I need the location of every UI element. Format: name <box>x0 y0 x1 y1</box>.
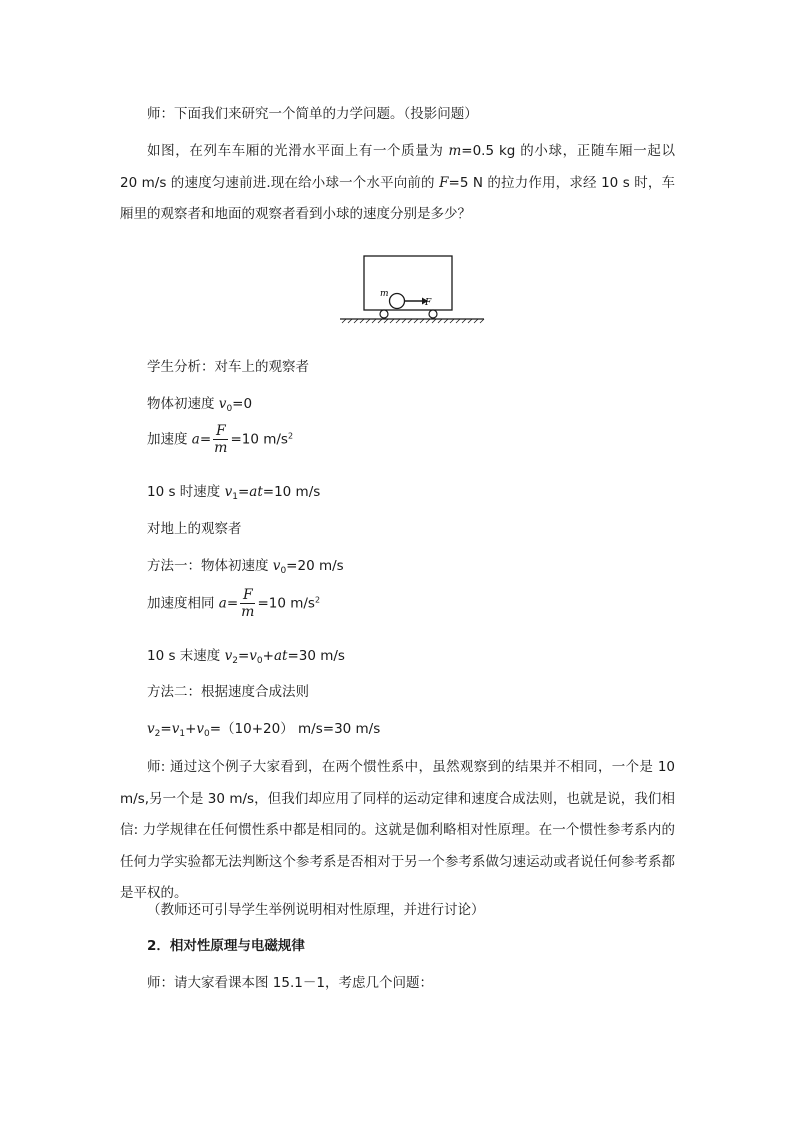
initial-velocity-line: 物体初速度 $v_0=0$ <box>147 396 253 414</box>
method-two-title: 方法二：根据速度合成法则 <box>147 684 309 700</box>
right-wheel <box>429 310 437 318</box>
velocity-sum-line: $v_2=v_1+v_0=(10+20)$ m/s=30 m/s <box>147 721 381 739</box>
ball <box>390 294 405 309</box>
train-car-figure <box>338 251 488 331</box>
car-body <box>364 256 452 310</box>
ground-observer-title: 对地上的观察者 <box>147 521 242 537</box>
left-wheel <box>380 310 388 318</box>
fraction-f-over-m: $\frac{F}{m}$ <box>214 423 228 456</box>
method-one-line: 方法一：物体初速度 $v_0=20$ m/s <box>147 558 344 576</box>
analysis-title: 学生分析：对车上的观察者 <box>147 359 309 375</box>
acceleration-same-line: 加速度相同 a= $\frac{F}{m}$ =10 $m/s^2$ <box>147 587 321 620</box>
v1-line: 10 s 时速度 $v_1=at=10$ m/s <box>147 484 321 502</box>
fraction-f-over-m-2: $\frac{F}{m}$ <box>241 587 255 620</box>
v2-line: 10 s 末速度 $v_2=v_0+at=30$ m/s <box>147 648 345 666</box>
conclusion-paragraph: 师: 通过这个例子大家看到，在两个惯性系中，虽然观察到的结果并不相同，一个是 10 m/s,另一个是 30 m/s，但我们却应用了同样的运动定律和速度合成法则，也就是说，我们相信: 力学规律在任何惯性系中都是相同的。这就是伽利略相对性原理。在一个惯性参考系内的任何力学实验都无法判断这个参考系是否相对于另一个参考系做匀速运动或者说任何参考系都是平权的。 <box>120 759 675 901</box>
section-heading: 2．相对性原理与电磁规律 <box>147 938 305 954</box>
mass-label: m <box>380 289 389 299</box>
intro-line: 师：下面我们来研究一个简单的力学问题。（投影问题） <box>147 106 478 122</box>
problem-paragraph: 如图，在列车车厢的光滑水平面上有一个质量为 m=0.5 kg 的小球，正随车厢一起以 20 m/s 的速度匀速前进.现在给小球一个水平向前的 F=5 N 的拉力作用，求经 10 s 时，车厢里的观察者和地面的观察者看到小球的速度分别是多少？ <box>120 143 676 222</box>
teacher-note: （教师还可引导学生举例说明相对性原理，并进行讨论） <box>147 902 485 918</box>
closing-line: 师：请大家看课本图 15.1－1，考虑几个问题： <box>147 975 433 991</box>
acceleration-line: 加速度 a= $\frac{F}{m}$ =10 $m/s^2$ <box>147 423 294 456</box>
force-label: F <box>425 298 432 308</box>
